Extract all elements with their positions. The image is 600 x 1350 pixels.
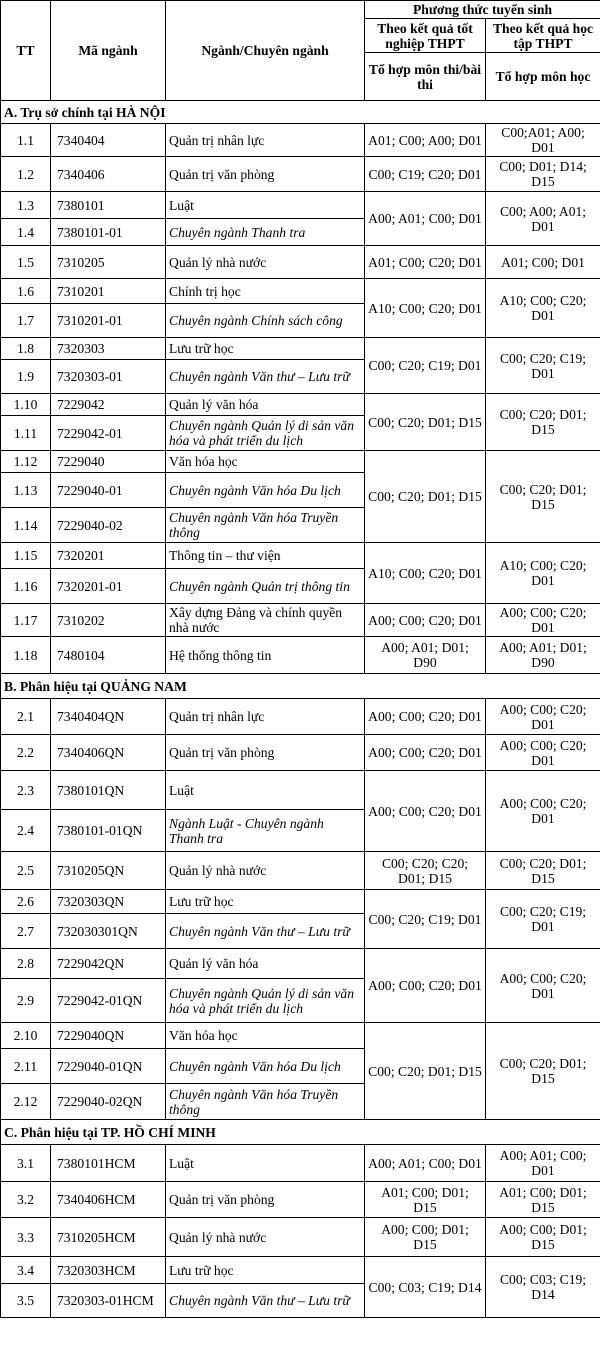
row-combo2: C00;A01; A00; D01: [486, 124, 600, 157]
row-major: Quản lý văn hóa: [166, 949, 365, 979]
row-combo1: C00; C20; C19; D01: [365, 338, 486, 394]
row-major: Chính trị học: [166, 279, 365, 304]
row-combo2: C00; C20; D01; D15: [486, 451, 600, 543]
row-combo1: A01; C00; D01; D15: [365, 1182, 486, 1218]
row-tt: 1.15: [1, 543, 51, 569]
row-code: 7229040-01QN: [51, 1049, 166, 1084]
row-major: Luật: [166, 1145, 365, 1182]
row-code: 7380101: [51, 192, 166, 219]
row-major: Văn hóa học: [166, 1023, 365, 1049]
row-code: 7320303-01HCM: [51, 1284, 166, 1318]
row-combo1: A00; C00; D01; D15: [365, 1218, 486, 1257]
row-major: Hệ thống thông tin: [166, 637, 365, 674]
row-code: 7320303HCM: [51, 1257, 166, 1284]
row-code: 7320303QN: [51, 890, 166, 914]
row-code: 7229042-01QN: [51, 979, 166, 1023]
row-major: Chuyên ngành Văn hóa Truyền thông: [166, 508, 365, 543]
row-major: Luật: [166, 192, 365, 219]
row-tt: 1.18: [1, 637, 51, 674]
row-tt: 1.5: [1, 246, 51, 279]
row-tt: 3.2: [1, 1182, 51, 1218]
row-tt: 3.3: [1, 1218, 51, 1257]
row-combo2: A10; C00; C20; D01: [486, 543, 600, 604]
row-tt: 2.10: [1, 1023, 51, 1049]
row-major: Luật: [166, 771, 365, 810]
row-combo1: A00; A01; D01; D90: [365, 637, 486, 674]
row-tt: 1.7: [1, 304, 51, 338]
row-major: Quản trị văn phòng: [166, 735, 365, 771]
row-tt: 2.5: [1, 852, 51, 890]
col-header-combo1: Tổ hợp môn thi/bài thi: [365, 53, 486, 101]
row-major: Chuyên ngành Quản lý di sản văn hóa và phát triển du lịch: [166, 979, 365, 1023]
col-header-combo2: Tổ hợp môn học: [486, 53, 600, 101]
row-tt: 1.16: [1, 569, 51, 604]
row-tt: 1.10: [1, 394, 51, 416]
row-combo1: C00; C20; D01; D15: [365, 451, 486, 543]
row-major: Chuyên ngành Quản lý di sản văn hóa và phát triển du lịch: [166, 416, 365, 451]
row-major: Chuyên ngành Văn thư – Lưu trữ: [166, 360, 365, 394]
row-combo1: C00; C20; C20; D01; D15: [365, 852, 486, 890]
row-major: Quản lý nhà nước: [166, 852, 365, 890]
row-tt: 2.11: [1, 1049, 51, 1084]
row-combo2: A10; C00; C20; D01: [486, 279, 600, 338]
row-code: 7229040-01: [51, 473, 166, 508]
row-major: Lưu trữ học: [166, 1257, 365, 1284]
row-major: Quản lý nhà nước: [166, 1218, 365, 1257]
row-tt: 2.6: [1, 890, 51, 914]
row-tt: 1.8: [1, 338, 51, 360]
row-combo2: A00; A01; D01; D90: [486, 637, 600, 674]
row-code: 7310205: [51, 246, 166, 279]
section-title: B. Phân hiệu tại QUẢNG NAM: [1, 674, 600, 699]
row-combo2: C00; C20; C19; D01: [486, 890, 600, 949]
row-major: Chuyên ngành Quản trị thông tin: [166, 569, 365, 604]
row-tt: 1.3: [1, 192, 51, 219]
col-header-methods: Phương thức tuyển sinh: [365, 1, 600, 19]
row-combo2: C00; C20; D01; D15: [486, 1023, 600, 1120]
col-header-tt: TT: [1, 1, 51, 101]
section-title: C. Phân hiệu tại TP. HỒ CHÍ MINH: [1, 1120, 600, 1145]
row-combo1: A01; C00; C20; D01: [365, 246, 486, 279]
row-combo2: C00; A00; A01; D01: [486, 192, 600, 246]
row-major: Văn hóa học: [166, 451, 365, 473]
row-major: Quản trị văn phòng: [166, 157, 365, 192]
row-code: 732030301QN: [51, 914, 166, 949]
row-combo2: A01; C00; D01: [486, 246, 600, 279]
row-code: 7229042QN: [51, 949, 166, 979]
row-tt: 1.2: [1, 157, 51, 192]
row-major: Chuyên ngành Văn hóa Du lịch: [166, 1049, 365, 1084]
row-code: 7229042-01: [51, 416, 166, 451]
row-code: 7310202: [51, 604, 166, 637]
row-combo1: A10; C00; C20; D01: [365, 543, 486, 604]
row-combo1: A00; A01; C00; D01: [365, 192, 486, 246]
row-combo1: A00; A01; C00; D01: [365, 1145, 486, 1182]
row-code: 7380101QN: [51, 771, 166, 810]
row-code: 7480104: [51, 637, 166, 674]
row-major: Quản lý văn hóa: [166, 394, 365, 416]
row-combo1: C00; C20; C19; D01: [365, 890, 486, 949]
row-combo1: A01; C00; A00; D01: [365, 124, 486, 157]
row-code: 7229040-02QN: [51, 1084, 166, 1120]
row-combo2: A00; C00; C20; D01: [486, 604, 600, 637]
row-tt: 2.4: [1, 810, 51, 852]
row-tt: 2.3: [1, 771, 51, 810]
row-code: 7229040: [51, 451, 166, 473]
row-combo1: C00; C20; D01; D15: [365, 394, 486, 451]
row-combo2: A00; C00; C20; D01: [486, 699, 600, 735]
row-combo2: C00; D01; D14; D15: [486, 157, 600, 192]
row-code: 7340406HCM: [51, 1182, 166, 1218]
col-header-method2: Theo kết quả học tập THPT: [486, 19, 600, 53]
row-combo1: C00; C03; C19; D14: [365, 1257, 486, 1318]
row-tt: 3.5: [1, 1284, 51, 1318]
row-tt: 3.1: [1, 1145, 51, 1182]
row-code: 7380101-01QN: [51, 810, 166, 852]
col-header-code: Mã ngành: [51, 1, 166, 101]
row-tt: 2.7: [1, 914, 51, 949]
row-tt: 2.1: [1, 699, 51, 735]
row-code: 7229042: [51, 394, 166, 416]
row-tt: 1.4: [1, 219, 51, 246]
col-header-method1: Theo kết quả tốt nghiệp THPT: [365, 19, 486, 53]
row-tt: 1.11: [1, 416, 51, 451]
row-major: Chuyên ngành Văn hóa Du lịch: [166, 473, 365, 508]
row-tt: 2.8: [1, 949, 51, 979]
row-code: 7310205QN: [51, 852, 166, 890]
row-code: 7310201-01: [51, 304, 166, 338]
row-tt: 2.12: [1, 1084, 51, 1120]
row-major: Quản trị nhân lực: [166, 124, 365, 157]
row-major: Chuyên ngành Văn thư – Lưu trữ: [166, 914, 365, 949]
row-combo1: A00; C00; C20; D01: [365, 949, 486, 1023]
row-combo2: A01; C00; D01; D15: [486, 1182, 600, 1218]
row-combo1: A10; C00; C20; D01: [365, 279, 486, 338]
row-combo1: C00; C19; C20; D01: [365, 157, 486, 192]
row-combo2: A00; C00; C20; D01: [486, 771, 600, 852]
row-combo2: C00; C20; D01; D15: [486, 852, 600, 890]
row-code: 7380101HCM: [51, 1145, 166, 1182]
row-code: 7340404QN: [51, 699, 166, 735]
row-code: 7340406: [51, 157, 166, 192]
row-code: 7320303: [51, 338, 166, 360]
row-major: Ngành Luật - Chuyên ngành Thanh tra: [166, 810, 365, 852]
row-combo2: A00; C00; C20; D01: [486, 735, 600, 771]
row-code: 7380101-01: [51, 219, 166, 246]
row-major: Quản trị văn phòng: [166, 1182, 365, 1218]
row-tt: 3.4: [1, 1257, 51, 1284]
row-combo1: A00; C00; C20; D01: [365, 699, 486, 735]
row-combo2: C00; C20; D01; D15: [486, 394, 600, 451]
row-major: Thông tin – thư viện: [166, 543, 365, 569]
row-code: 7310201: [51, 279, 166, 304]
row-major: Lưu trữ học: [166, 890, 365, 914]
row-tt: 1.13: [1, 473, 51, 508]
row-tt: 2.9: [1, 979, 51, 1023]
row-combo2: C00; C03; C19; D14: [486, 1257, 600, 1318]
row-tt: 1.1: [1, 124, 51, 157]
row-combo1: A00; C00; C20; D01: [365, 735, 486, 771]
row-major: Lưu trữ học: [166, 338, 365, 360]
row-combo1: A00; C00; C20; D01: [365, 604, 486, 637]
row-major: Quản lý nhà nước: [166, 246, 365, 279]
row-code: 7310205HCM: [51, 1218, 166, 1257]
row-code: 7229040QN: [51, 1023, 166, 1049]
row-code: 7340406QN: [51, 735, 166, 771]
row-tt: 1.14: [1, 508, 51, 543]
row-tt: 2.2: [1, 735, 51, 771]
row-code: 7340404: [51, 124, 166, 157]
col-header-major: Ngành/Chuyên ngành: [166, 1, 365, 101]
row-combo2: A00; A01; C00; D01: [486, 1145, 600, 1182]
row-code: 7320303-01: [51, 360, 166, 394]
row-major: Xây dựng Đảng và chính quyền nhà nước: [166, 604, 365, 637]
row-major: Quản trị nhân lực: [166, 699, 365, 735]
row-combo1: C00; C20; D01; D15: [365, 1023, 486, 1120]
row-code: 7229040-02: [51, 508, 166, 543]
row-major: Chuyên ngành Chính sách công: [166, 304, 365, 338]
row-major: Chuyên ngành Văn hóa Truyền thông: [166, 1084, 365, 1120]
row-combo2: A00; C00; C20; D01: [486, 949, 600, 1023]
row-tt: 1.17: [1, 604, 51, 637]
row-major: Chuyên ngành Thanh tra: [166, 219, 365, 246]
row-tt: 1.12: [1, 451, 51, 473]
row-code: 7320201-01: [51, 569, 166, 604]
row-tt: 1.6: [1, 279, 51, 304]
row-combo2: C00; C20; C19; D01: [486, 338, 600, 394]
row-tt: 1.9: [1, 360, 51, 394]
row-combo1: A00; C00; C20; D01: [365, 771, 486, 852]
row-major: Chuyên ngành Văn thư – Lưu trữ: [166, 1284, 365, 1318]
row-combo2: A00; C00; D01; D15: [486, 1218, 600, 1257]
section-title: A. Trụ sở chính tại HÀ NỘI: [1, 101, 600, 124]
row-code: 7320201: [51, 543, 166, 569]
